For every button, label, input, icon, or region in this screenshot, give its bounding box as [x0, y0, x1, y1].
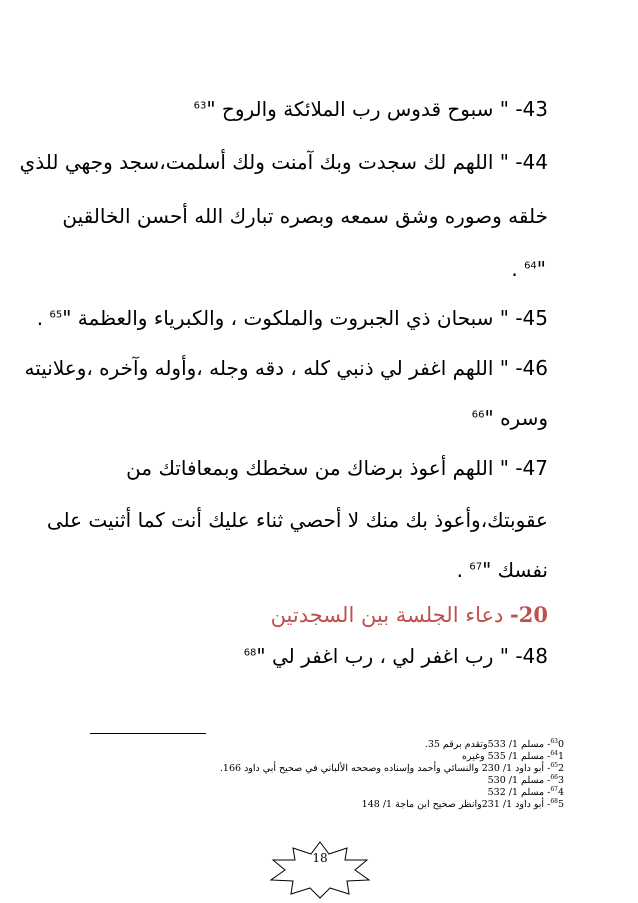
dua-48	[244, 643, 548, 669]
footnote-ref[interactable]: 64	[524, 260, 537, 272]
footnote-text: 0- مسلم 1/ 533وتقدم برقم 35.	[424, 739, 564, 750]
line-text: وسره	[500, 406, 548, 430]
line-text: نفسك "	[482, 558, 548, 582]
dua-46-line-2	[472, 405, 548, 431]
footnote-text: 4- مسلم 1/ 532	[487, 787, 564, 798]
page-number-starburst-icon	[255, 840, 385, 900]
footnote-separator	[90, 733, 206, 734]
line-text: 47- " اللهم أعوذ برضاك من سخطك وبمعافاتك من	[126, 456, 548, 480]
dua-44-line-3	[511, 256, 546, 282]
dua-46-line-1	[24, 355, 548, 381]
footnote-ref[interactable]: 63	[193, 100, 207, 112]
footnote-63	[425, 739, 564, 751]
footnote-ref[interactable]: 65	[49, 309, 63, 321]
dua-47-line-3	[457, 557, 548, 583]
line-text: 45- " سبحان ذي الجبروت والملكوت ، والكبرياء والعظمة "	[62, 306, 548, 330]
line-text: "	[536, 257, 546, 281]
line-text: 44- " اللهم لك سجدت وبك آمنت ولك أسلمت،سجد وجهي للذي	[19, 150, 548, 174]
section-title: دعاء الجلسة بين السجدتين	[270, 603, 504, 627]
line-tail: .	[36, 306, 44, 330]
line-text: "	[484, 406, 494, 430]
footnote-65	[220, 763, 564, 775]
dua-47-line-2	[46, 507, 548, 533]
dua-43	[194, 96, 548, 122]
footnote-number: 65	[550, 761, 558, 769]
footnote-number: 68	[550, 797, 558, 805]
footnote-text: 5- أبو داود 1/ 231وانظر صحيح ابن ماجة 1/ 148	[361, 799, 564, 810]
page-number: 18	[312, 851, 328, 865]
section-number: 20-	[510, 602, 548, 627]
line-tail: .	[456, 558, 463, 582]
footnote-number: 67	[550, 785, 558, 793]
dua-45	[37, 305, 548, 331]
footnote-68	[362, 799, 564, 811]
line-text: 46- " اللهم اغفر لي ذنبي كله ، دقه وجله ،وأوله وآخره ،وعلانيته	[24, 356, 548, 380]
line-text: 43- " سبوح قدوس رب الملائكة والروح "	[206, 97, 548, 121]
footnote-text: 1- مسلم 1/ 535 وغيره	[461, 751, 564, 762]
line-text: خلقه وصوره وشق سمعه وبصره تبارك الله أحسن الخالقين	[62, 204, 548, 228]
footnote-number: 64	[550, 749, 558, 757]
footnote-ref[interactable]: 66	[471, 409, 485, 421]
footnote-ref[interactable]: 68	[243, 647, 257, 659]
dua-44-line-2	[62, 203, 548, 229]
section-heading	[271, 601, 548, 629]
footnote-text: 3- مسلم 1/ 530	[487, 775, 564, 786]
footnote-64	[462, 751, 564, 763]
footnote-text: 2- أبو داود 1/ 230 والنسائي وأحمد وإسناده وصححه الألباني في صحيح أبي داود 166.	[219, 763, 564, 774]
line-text: 48- " رب اغفر لي ، رب اغفر لي "	[256, 644, 548, 668]
footnote-number: 63	[550, 737, 558, 745]
line-tail: .	[511, 257, 518, 281]
footnote-number: 66	[550, 773, 558, 781]
dua-47-line-1	[126, 455, 548, 481]
line-text: عقوبتك،وأعوذ بك منك لا أحصي ثناء عليك أنت كما أثنيت على	[46, 508, 548, 532]
dua-44-line-1	[19, 149, 548, 175]
footnote-ref[interactable]: 67	[469, 561, 483, 573]
